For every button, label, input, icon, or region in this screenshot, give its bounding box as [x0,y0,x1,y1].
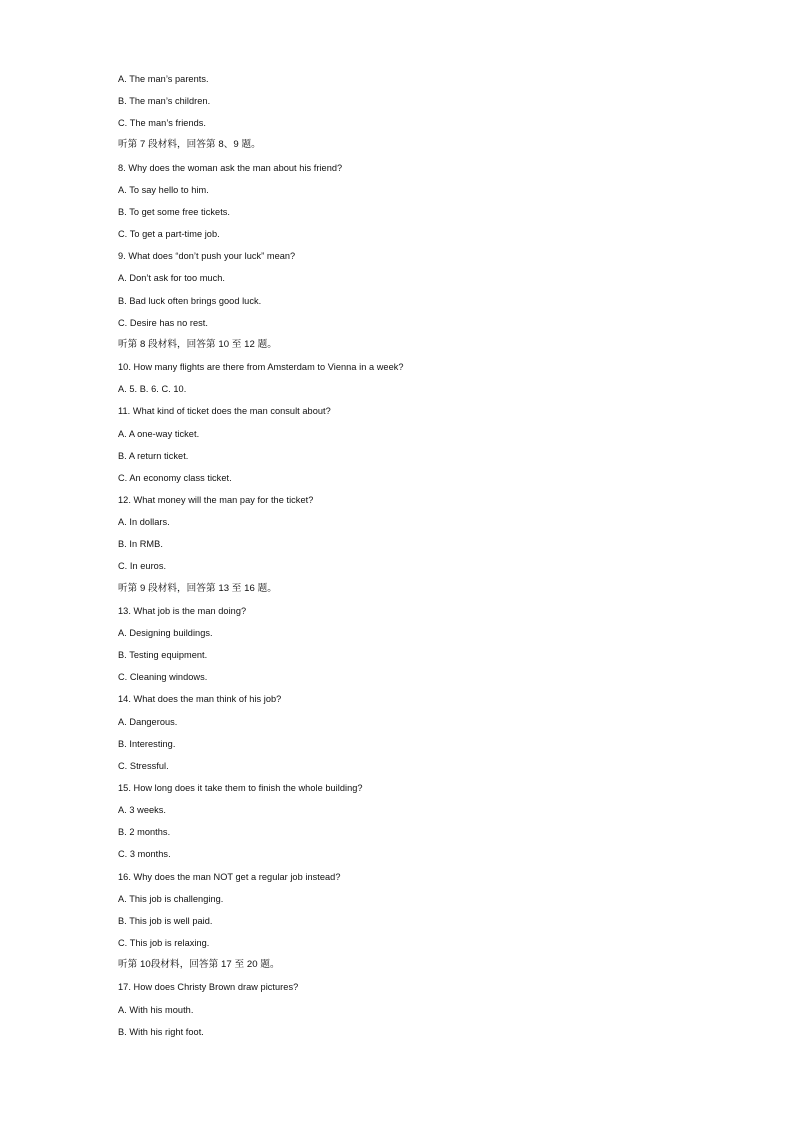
question-list [118,72,738,1047]
answer-option: B. Bad luck often brings good luck. [118,295,262,306]
question-text: 16. Why does the man NOT get a regular job instead? [118,871,341,882]
answer-option: C. An economy class ticket. [118,472,232,483]
question-text: 17. How does Christy Brown draw pictures? [118,982,299,993]
answer-option: B. A return ticket. [118,450,189,461]
answer-option: B. Testing equipment. [118,650,208,661]
answer-option: B. 2 months. [118,827,171,838]
question-text: 12. What money will the man pay for the ticket? [118,494,314,505]
answer-option: A. Dangerous. [118,716,178,727]
answer-option: C. In euros. [118,561,167,572]
answer-option: A. 3 weeks. [118,805,167,816]
answer-option: A. Designing buildings. [118,627,213,638]
question-text: 9. What does “don’t push your luck” mean? [118,251,296,262]
answer-option: C. Cleaning windows. [118,672,208,683]
answer-option: A. To say hello to him. [118,184,209,195]
answer-option: C. This job is relaxing. [118,938,210,949]
question-text: 10. How many flights are there from Amsterdam to Vienna in a week? [118,362,404,373]
answer-option: C. The man’s friends. [118,118,207,129]
question-text: 13. What job is the man doing? [118,605,247,616]
answer-option: C. 3 months. [118,849,171,860]
answer-option: B. The man’s children. [118,96,211,107]
question-text: 8. Why does the woman ask the man about his friend? [118,162,343,173]
answer-option: A. A one-way ticket. [118,428,200,439]
answer-option: A. Don’t ask for too much. [118,273,226,284]
question-text: 15. How long does it take them to finish the whole building? [118,783,363,793]
answer-option: B. In RMB. [118,539,163,550]
answer-option: B. With his right foot. [118,1026,204,1037]
answer-option: A. The man’s parents. [118,74,209,84]
answer-option: B. This job is well paid. [118,915,213,926]
answer-option: A. In dollars. [118,517,170,528]
answer-option: C. Stressful. [118,760,169,771]
answer-option: A. 5. B. 6. C. 10. [118,384,187,395]
section-heading: 听第 7 段材料，回答第 8、9 题。 [118,139,261,151]
answer-option: B. Interesting. [118,738,176,749]
answer-option: C. To get a part-time job. [118,229,220,240]
question-text: 11. What kind of ticket does the man consult about? [118,406,331,417]
answer-option: B. To get some free tickets. [118,206,231,217]
section-heading: 听第 10段材料，回答第 17 至 20 题。 [118,959,280,971]
answer-option: A. With his mouth. [118,1004,194,1015]
answer-option: C. Desire has no rest. [118,317,208,328]
answer-option: A. This job is challenging. [118,893,224,904]
section-heading: 听第 8 段材料，回答第 10 至 12 题。 [118,338,277,350]
section-heading: 听第 9 段材料，回答第 13 至 16 题。 [118,582,277,594]
question-text: 14. What does the man think of his job? [118,694,282,705]
